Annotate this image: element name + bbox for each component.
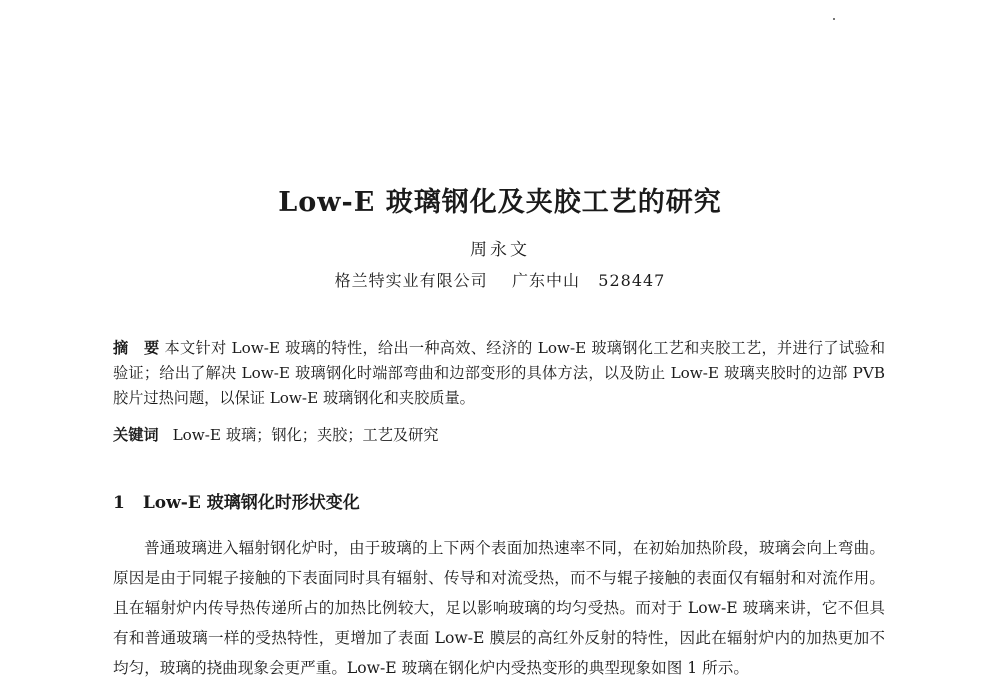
- abstract-label: 摘 要: [113, 339, 160, 357]
- affiliation-organization: 格兰特实业有限公司: [334, 271, 488, 290]
- section-heading: [113, 490, 360, 516]
- affiliation-postcode: 528447: [598, 271, 666, 290]
- paper-title: Low-E 玻璃钢化及夹胶工艺的研究: [278, 187, 722, 219]
- section-paragraph: 普通玻璃进入辐射钢化炉时，由于玻璃的上下两个表面加热速率不同，在初始加热阶段，玻璃会向上弯曲。原因是由于同辊子接触的下表面同时具有辐射、传导和对流受热，而不与辊子接触的表面仅有辐射和对流作用。且在辐射炉内传导热传递所占的加热比例较大，足以影响玻璃的均匀受热。而对于 Low-E 玻璃来讲，它不但具有和普通玻璃一样的受热特性，更增加了表面 Low-E 膜层的高红外反射的特性，因此在辐射炉内的加热更加不均匀，玻璃的挠曲现象会更严重。Low-E 玻璃在钢化炉内受热变形的典型现象如图 1 所示。: [113, 539, 885, 677]
- keywords: [113, 423, 885, 448]
- affiliation-location: 广东中山: [512, 271, 581, 290]
- keywords-text: Low-E 玻璃；钢化；夹胶；工艺及研究: [172, 426, 439, 444]
- section-title: Low-E 玻璃钢化时形状变化: [142, 493, 360, 513]
- abstract-text: 本文针对 Low-E 玻璃的特性，给出一种高效、经济的 Low-E 玻璃钢化工艺和夹胶工艺，并进行了试验和验证；给出了解决 Low-E 玻璃钢化时端部弯曲和边部变形的具体方法，以及防止 Low-E 玻璃夹胶时的边部 PVB 胶片过热问题，以保证 Low-E 玻璃钢化和夹胶质量。: [113, 339, 886, 407]
- scan-speck: [833, 18, 835, 20]
- section-number: 1: [113, 493, 125, 513]
- keywords-label: 关键词: [113, 426, 159, 444]
- author-affiliation: [0, 270, 1000, 292]
- author-name: 周永文: [470, 240, 530, 260]
- abstract: [113, 336, 885, 411]
